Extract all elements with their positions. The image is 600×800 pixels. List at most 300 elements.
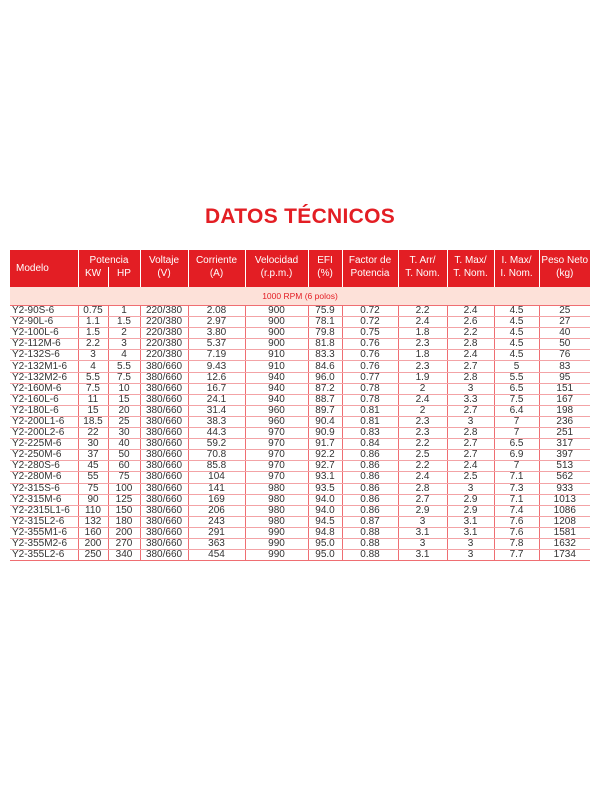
cell-t-arr: 2.9	[398, 505, 447, 516]
table-row	[10, 461, 590, 472]
cell-efi: 90.4	[308, 416, 342, 427]
cell-corriente: 3.80	[188, 328, 245, 339]
cell-efi: 92.7	[308, 461, 342, 472]
header-i-max: I. Max/	[494, 250, 539, 267]
cell-efi: 84.6	[308, 361, 342, 372]
cell-corriente: 31.4	[188, 405, 245, 416]
cell-corriente: 243	[188, 516, 245, 527]
cell-voltaje: 380/660	[140, 494, 188, 505]
cell-t-arr: 2.3	[398, 339, 447, 350]
cell-t-max: 2.9	[447, 494, 494, 505]
cell-kw: 160	[78, 527, 108, 538]
cell-corriente: 2.97	[188, 317, 245, 328]
cell-peso-neto: 25	[539, 306, 590, 317]
cell-i-max: 4.5	[494, 339, 539, 350]
cell-t-max: 3	[447, 538, 494, 549]
header-velocidad-unit: (r.p.m.)	[245, 267, 308, 287]
cell-model: Y2-280S-6	[10, 461, 78, 472]
cell-hp: 270	[108, 538, 140, 549]
cell-t-max: 2.7	[447, 439, 494, 450]
table-row	[10, 394, 590, 405]
cell-model: Y2-180L-6	[10, 405, 78, 416]
cell-velocidad: 980	[245, 505, 308, 516]
cell-t-arr: 2.4	[398, 317, 447, 328]
cell-factor-potencia: 0.86	[342, 461, 398, 472]
page-title: DATOS TÉCNICOS	[204, 205, 396, 228]
cell-i-max: 7.4	[494, 505, 539, 516]
cell-hp: 3	[108, 339, 140, 350]
cell-velocidad: 970	[245, 461, 308, 472]
cell-factor-potencia: 0.86	[342, 505, 398, 516]
cell-voltaje: 380/660	[140, 428, 188, 439]
cell-t-max: 3	[447, 416, 494, 427]
cell-velocidad: 940	[245, 372, 308, 383]
table-row	[10, 361, 590, 372]
cell-peso-neto: 76	[539, 350, 590, 361]
cell-i-max: 6.4	[494, 405, 539, 416]
cell-t-max: 2.7	[447, 405, 494, 416]
cell-kw: 15	[78, 405, 108, 416]
cell-t-arr: 2.5	[398, 450, 447, 461]
cell-model: Y2-200L2-6	[10, 428, 78, 439]
cell-kw: 0.75	[78, 306, 108, 317]
cell-hp: 150	[108, 505, 140, 516]
cell-voltaje: 380/660	[140, 483, 188, 494]
cell-hp: 180	[108, 516, 140, 527]
cell-factor-potencia: 0.76	[342, 350, 398, 361]
cell-kw: 75	[78, 483, 108, 494]
cell-factor-potencia: 0.76	[342, 361, 398, 372]
cell-t-max: 2.2	[447, 328, 494, 339]
cell-hp: 25	[108, 416, 140, 427]
cell-model: Y2-355M1-6	[10, 527, 78, 538]
cell-i-max: 7.5	[494, 394, 539, 405]
cell-peso-neto: 236	[539, 416, 590, 427]
table-row	[10, 306, 590, 317]
cell-voltaje: 380/660	[140, 450, 188, 461]
cell-hp: 30	[108, 428, 140, 439]
cell-factor-potencia: 0.77	[342, 372, 398, 383]
table-row	[10, 472, 590, 483]
cell-t-arr: 2	[398, 405, 447, 416]
cell-factor-potencia: 0.72	[342, 306, 398, 317]
cell-corriente: 24.1	[188, 394, 245, 405]
cell-i-max: 5	[494, 361, 539, 372]
header-t-arr: T. Arr/	[398, 250, 447, 267]
cell-model: Y2-225M-6	[10, 439, 78, 450]
cell-peso-neto: 251	[539, 428, 590, 439]
cell-factor-potencia: 0.86	[342, 494, 398, 505]
cell-i-max: 7.8	[494, 538, 539, 549]
cell-model: Y2-315S-6	[10, 483, 78, 494]
cell-t-max: 2.6	[447, 317, 494, 328]
cell-voltaje: 380/660	[140, 394, 188, 405]
cell-voltaje: 220/380	[140, 339, 188, 350]
cell-t-arr: 2.3	[398, 428, 447, 439]
cell-efi: 75.9	[308, 306, 342, 317]
cell-corriente: 44.3	[188, 428, 245, 439]
cell-t-max: 2.8	[447, 428, 494, 439]
table-row	[10, 428, 590, 439]
cell-voltaje: 220/380	[140, 306, 188, 317]
cell-voltaje: 380/660	[140, 516, 188, 527]
cell-hp: 1	[108, 306, 140, 317]
cell-factor-potencia: 0.81	[342, 405, 398, 416]
header-efi-unit: (%)	[308, 267, 342, 287]
cell-kw: 1.1	[78, 317, 108, 328]
cell-i-max: 7.6	[494, 527, 539, 538]
cell-velocidad: 940	[245, 394, 308, 405]
cell-t-max: 2.8	[447, 372, 494, 383]
cell-velocidad: 980	[245, 516, 308, 527]
cell-efi: 79.8	[308, 328, 342, 339]
cell-factor-potencia: 0.83	[342, 428, 398, 439]
rpm-band: 1000 RPM (6 polos)	[10, 287, 590, 306]
cell-model: Y2-315L2-6	[10, 516, 78, 527]
cell-model: Y2-90L-6	[10, 317, 78, 328]
cell-t-arr: 2.7	[398, 494, 447, 505]
cell-kw: 55	[78, 472, 108, 483]
cell-t-max: 2.4	[447, 350, 494, 361]
cell-factor-potencia: 0.86	[342, 472, 398, 483]
cell-peso-neto: 1086	[539, 505, 590, 516]
header-corriente-unit: (A)	[188, 267, 245, 287]
header-kw: KW	[78, 267, 108, 287]
cell-t-arr: 2.8	[398, 483, 447, 494]
cell-voltaje: 380/660	[140, 439, 188, 450]
cell-kw: 132	[78, 516, 108, 527]
cell-kw: 3	[78, 350, 108, 361]
cell-hp: 100	[108, 483, 140, 494]
cell-t-max: 3.1	[447, 527, 494, 538]
cell-efi: 94.8	[308, 527, 342, 538]
header-t-max: T. Max/	[447, 250, 494, 267]
cell-velocidad: 970	[245, 472, 308, 483]
cell-efi: 78.1	[308, 317, 342, 328]
cell-peso-neto: 317	[539, 439, 590, 450]
cell-efi: 94.5	[308, 516, 342, 527]
table-row	[10, 383, 590, 394]
cell-model: Y2-132M1-6	[10, 361, 78, 372]
cell-factor-potencia: 0.87	[342, 516, 398, 527]
cell-factor-potencia: 0.72	[342, 317, 398, 328]
cell-velocidad: 910	[245, 350, 308, 361]
cell-corriente: 9.43	[188, 361, 245, 372]
cell-i-max: 7	[494, 416, 539, 427]
cell-t-arr: 2.4	[398, 394, 447, 405]
cell-hp: 125	[108, 494, 140, 505]
header-voltaje-unit: (V)	[140, 267, 188, 287]
cell-model: Y2-200L1-6	[10, 416, 78, 427]
cell-voltaje: 380/660	[140, 538, 188, 549]
cell-t-max: 3	[447, 483, 494, 494]
cell-t-arr: 2.4	[398, 472, 447, 483]
cell-t-arr: 3.1	[398, 550, 447, 561]
cell-corriente: 454	[188, 550, 245, 561]
header-peso: Peso Neto	[539, 250, 590, 267]
cell-t-arr: 2	[398, 383, 447, 394]
cell-kw: 11	[78, 394, 108, 405]
cell-corriente: 363	[188, 538, 245, 549]
cell-corriente: 291	[188, 527, 245, 538]
cell-kw: 1.5	[78, 328, 108, 339]
cell-peso-neto: 1734	[539, 550, 590, 561]
header-factor-line2: Potencia	[342, 267, 398, 287]
table-row	[10, 516, 590, 527]
cell-i-max: 7.6	[494, 516, 539, 527]
cell-voltaje: 220/380	[140, 350, 188, 361]
header-voltaje: Voltaje	[140, 250, 188, 267]
cell-velocidad: 980	[245, 494, 308, 505]
cell-kw: 30	[78, 439, 108, 450]
cell-model: Y2-2315L1-6	[10, 505, 78, 516]
cell-kw: 7.5	[78, 383, 108, 394]
cell-voltaje: 380/660	[140, 383, 188, 394]
cell-kw: 22	[78, 428, 108, 439]
cell-hp: 60	[108, 461, 140, 472]
cell-hp: 20	[108, 405, 140, 416]
cell-kw: 4	[78, 361, 108, 372]
cell-corriente: 70.8	[188, 450, 245, 461]
cell-t-arr: 1.8	[398, 328, 447, 339]
cell-voltaje: 380/660	[140, 416, 188, 427]
cell-t-max: 2.9	[447, 505, 494, 516]
table-row	[10, 494, 590, 505]
cell-voltaje: 220/380	[140, 328, 188, 339]
cell-t-max: 3.1	[447, 516, 494, 527]
cell-velocidad: 990	[245, 538, 308, 549]
cell-corriente: 104	[188, 472, 245, 483]
cell-peso-neto: 1632	[539, 538, 590, 549]
cell-voltaje: 380/660	[140, 550, 188, 561]
header-modelo: Modelo	[10, 250, 78, 287]
table-row	[10, 439, 590, 450]
cell-i-max: 7.1	[494, 472, 539, 483]
cell-corriente: 12.6	[188, 372, 245, 383]
cell-factor-potencia: 0.78	[342, 394, 398, 405]
cell-velocidad: 960	[245, 405, 308, 416]
cell-velocidad: 970	[245, 450, 308, 461]
cell-efi: 95.0	[308, 550, 342, 561]
table-row	[10, 450, 590, 461]
cell-i-max: 6.5	[494, 439, 539, 450]
table-row	[10, 372, 590, 383]
cell-corriente: 85.8	[188, 461, 245, 472]
cell-i-max: 7.7	[494, 550, 539, 561]
cell-velocidad: 990	[245, 527, 308, 538]
cell-efi: 94.0	[308, 505, 342, 516]
cell-t-max: 2.4	[447, 461, 494, 472]
cell-model: Y2-100L-6	[10, 328, 78, 339]
cell-corriente: 141	[188, 483, 245, 494]
cell-voltaje: 220/380	[140, 317, 188, 328]
cell-corriente: 16.7	[188, 383, 245, 394]
cell-t-arr: 3	[398, 516, 447, 527]
cell-i-max: 7	[494, 428, 539, 439]
cell-peso-neto: 933	[539, 483, 590, 494]
cell-hp: 4	[108, 350, 140, 361]
cell-t-arr: 2.2	[398, 461, 447, 472]
table-row	[10, 416, 590, 427]
cell-factor-potencia: 0.84	[342, 439, 398, 450]
table-row	[10, 538, 590, 549]
cell-velocidad: 900	[245, 339, 308, 350]
cell-model: Y2-315M-6	[10, 494, 78, 505]
cell-kw: 90	[78, 494, 108, 505]
cell-efi: 95.0	[308, 538, 342, 549]
cell-peso-neto: 397	[539, 450, 590, 461]
cell-kw: 200	[78, 538, 108, 549]
cell-peso-neto: 95	[539, 372, 590, 383]
cell-model: Y2-250M-6	[10, 450, 78, 461]
cell-model: Y2-132M2-6	[10, 372, 78, 383]
table-row	[10, 483, 590, 494]
cell-voltaje: 380/660	[140, 472, 188, 483]
header-factor: Factor de	[342, 250, 398, 267]
cell-t-max: 3	[447, 550, 494, 561]
cell-t-max: 2.8	[447, 339, 494, 350]
cell-hp: 5.5	[108, 361, 140, 372]
cell-velocidad: 900	[245, 306, 308, 317]
cell-i-max: 7	[494, 461, 539, 472]
cell-t-max: 2.4	[447, 306, 494, 317]
cell-velocidad: 970	[245, 428, 308, 439]
cell-velocidad: 940	[245, 383, 308, 394]
cell-peso-neto: 198	[539, 405, 590, 416]
cell-hp: 200	[108, 527, 140, 538]
cell-efi: 96.0	[308, 372, 342, 383]
header-potencia: Potencia	[78, 250, 140, 267]
cell-kw: 18.5	[78, 416, 108, 427]
cell-peso-neto: 151	[539, 383, 590, 394]
cell-velocidad: 990	[245, 550, 308, 561]
cell-efi: 90.9	[308, 428, 342, 439]
cell-efi: 93.1	[308, 472, 342, 483]
cell-model: Y2-160M-6	[10, 383, 78, 394]
technical-data-table	[10, 250, 590, 561]
cell-t-max: 3.3	[447, 394, 494, 405]
cell-voltaje: 380/660	[140, 527, 188, 538]
header-i-max-line2: I. Nom.	[494, 267, 539, 287]
cell-hp: 2	[108, 328, 140, 339]
cell-kw: 5.5	[78, 372, 108, 383]
cell-efi: 81.8	[308, 339, 342, 350]
cell-factor-potencia: 0.88	[342, 527, 398, 538]
cell-i-max: 4.5	[494, 317, 539, 328]
header-t-arr-line2: T. Nom.	[398, 267, 447, 287]
table-row	[10, 527, 590, 538]
cell-t-max: 2.5	[447, 472, 494, 483]
cell-velocidad: 900	[245, 328, 308, 339]
cell-corriente: 59.2	[188, 439, 245, 450]
cell-t-max: 2.7	[447, 361, 494, 372]
cell-efi: 91.7	[308, 439, 342, 450]
table-row	[10, 339, 590, 350]
table-row	[10, 505, 590, 516]
cell-model: Y2-90S-6	[10, 306, 78, 317]
cell-peso-neto: 27	[539, 317, 590, 328]
cell-velocidad: 980	[245, 483, 308, 494]
table-row	[10, 405, 590, 416]
cell-kw: 45	[78, 461, 108, 472]
cell-peso-neto: 83	[539, 361, 590, 372]
cell-voltaje: 380/660	[140, 461, 188, 472]
header-hp: HP	[108, 267, 140, 287]
cell-voltaje: 380/660	[140, 405, 188, 416]
cell-t-arr: 1.8	[398, 350, 447, 361]
header-peso-unit: (kg)	[539, 267, 590, 287]
cell-i-max: 7.3	[494, 483, 539, 494]
cell-hp: 1.5	[108, 317, 140, 328]
cell-hp: 10	[108, 383, 140, 394]
cell-peso-neto: 562	[539, 472, 590, 483]
header-velocidad: Velocidad	[245, 250, 308, 267]
table-row	[10, 550, 590, 561]
cell-factor-potencia: 0.78	[342, 383, 398, 394]
cell-efi: 87.2	[308, 383, 342, 394]
cell-factor-potencia: 0.88	[342, 550, 398, 561]
cell-efi: 93.5	[308, 483, 342, 494]
table-row	[10, 328, 590, 339]
cell-i-max: 6.9	[494, 450, 539, 461]
cell-factor-potencia: 0.88	[342, 538, 398, 549]
table-row	[10, 350, 590, 361]
cell-voltaje: 380/660	[140, 505, 188, 516]
cell-corriente: 7.19	[188, 350, 245, 361]
cell-hp: 340	[108, 550, 140, 561]
cell-t-max: 3	[447, 383, 494, 394]
cell-hp: 40	[108, 439, 140, 450]
cell-efi: 92.2	[308, 450, 342, 461]
header-t-max-line2: T. Nom.	[447, 267, 494, 287]
cell-i-max: 6.5	[494, 383, 539, 394]
cell-i-max: 5.5	[494, 372, 539, 383]
cell-kw: 37	[78, 450, 108, 461]
cell-corriente: 5.37	[188, 339, 245, 350]
cell-t-arr: 3	[398, 538, 447, 549]
cell-efi: 89.7	[308, 405, 342, 416]
cell-corriente: 206	[188, 505, 245, 516]
cell-efi: 94.0	[308, 494, 342, 505]
cell-peso-neto: 1013	[539, 494, 590, 505]
cell-peso-neto: 513	[539, 461, 590, 472]
cell-kw: 2.2	[78, 339, 108, 350]
header-efi: EFI	[308, 250, 342, 267]
cell-t-arr: 2.2	[398, 306, 447, 317]
cell-velocidad: 970	[245, 439, 308, 450]
cell-t-arr: 1.9	[398, 372, 447, 383]
cell-peso-neto: 50	[539, 339, 590, 350]
cell-peso-neto: 1581	[539, 527, 590, 538]
cell-model: Y2-112M-6	[10, 339, 78, 350]
cell-velocidad: 900	[245, 317, 308, 328]
cell-i-max: 4.5	[494, 306, 539, 317]
cell-factor-potencia: 0.86	[342, 450, 398, 461]
cell-voltaje: 380/660	[140, 372, 188, 383]
cell-t-arr: 2.3	[398, 416, 447, 427]
cell-model: Y2-355L2-6	[10, 550, 78, 561]
cell-t-max: 2.7	[447, 450, 494, 461]
cell-peso-neto: 1208	[539, 516, 590, 527]
cell-factor-potencia: 0.86	[342, 483, 398, 494]
cell-i-max: 7.1	[494, 494, 539, 505]
cell-peso-neto: 40	[539, 328, 590, 339]
cell-efi: 88.7	[308, 394, 342, 405]
header-corriente: Corriente	[188, 250, 245, 267]
table-row	[10, 317, 590, 328]
cell-t-arr: 3.1	[398, 527, 447, 538]
cell-corriente: 169	[188, 494, 245, 505]
